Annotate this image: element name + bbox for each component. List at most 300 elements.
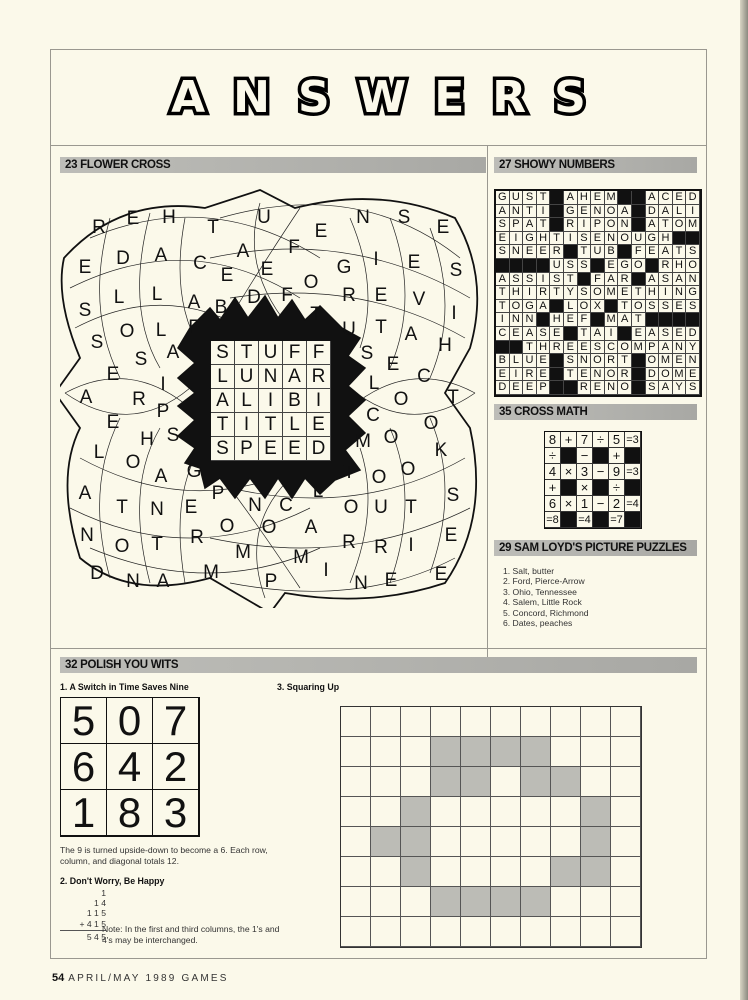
addition-problem — [60, 888, 106, 942]
grid-cell — [581, 917, 611, 947]
crossword-cell: G — [496, 191, 510, 205]
crossword-cell: R — [564, 218, 578, 232]
shaded-cell — [431, 887, 461, 917]
crossword-cell: G — [618, 259, 632, 273]
crossword-cell: E — [686, 368, 700, 382]
cross-math-heading: 35 CROSS MATH — [494, 404, 697, 420]
crossword-cell: I — [496, 313, 510, 327]
crossword-cell: T — [550, 286, 564, 300]
petal-letter: O — [400, 459, 416, 480]
center-cell: T — [259, 413, 283, 437]
crossword-cell: O — [646, 354, 660, 368]
crossword-cell: T — [618, 300, 632, 314]
crossword-cell: C — [659, 191, 673, 205]
petal-letter: O — [114, 536, 130, 557]
grid-cell — [431, 827, 461, 857]
crossword-cell: E — [591, 381, 605, 395]
center-cell: E — [307, 413, 331, 437]
crossword-cell: D — [686, 191, 700, 205]
grid-cell — [371, 917, 401, 947]
black-cell — [686, 313, 700, 327]
crossword-cell: T — [673, 245, 687, 259]
black-cell — [591, 313, 605, 327]
grid-cell — [371, 797, 401, 827]
petal-letter: L — [151, 284, 163, 305]
crossword-cell: E — [673, 300, 687, 314]
petal-letter: C — [279, 495, 293, 516]
crossword-cell: H — [646, 286, 660, 300]
petal-letter: R — [342, 532, 356, 553]
grid-cell — [461, 707, 491, 737]
center-cell: E — [283, 437, 307, 461]
title-area — [51, 50, 706, 146]
grid-cell — [521, 827, 551, 857]
column-divider — [487, 145, 488, 657]
petal-letter: A — [78, 483, 92, 504]
petal-letter: N — [356, 207, 370, 228]
crossword-cell: L — [510, 354, 524, 368]
petal-letter: D — [90, 563, 104, 584]
crossword-cell: T — [537, 191, 551, 205]
crossword-cell: I — [659, 286, 673, 300]
grid-cell — [521, 857, 551, 887]
grid-cell — [521, 707, 551, 737]
crossword-cell: L — [564, 300, 578, 314]
petal-letter: E — [126, 208, 140, 229]
grid-cell — [341, 917, 371, 947]
crossword-cell: S — [510, 273, 524, 287]
petal-letter: U — [257, 207, 271, 228]
center-cell: T — [211, 413, 235, 437]
crossword-cell: G — [686, 286, 700, 300]
crossword-cell: A — [646, 327, 660, 341]
crossword-cell: G — [646, 232, 660, 246]
center-cell: U — [259, 341, 283, 365]
petal-letter: L — [113, 287, 125, 308]
crossword-cell: E — [673, 354, 687, 368]
crossword-cell: H — [578, 191, 592, 205]
black-cell — [605, 300, 619, 314]
crossword-cell: E — [496, 368, 510, 382]
crossword-cell: A — [618, 205, 632, 219]
center-cell: A — [211, 389, 235, 413]
magic-cell: 6 — [61, 744, 107, 790]
grid-cell — [581, 707, 611, 737]
petal-letter: E — [444, 525, 458, 546]
crossword-cell: M — [673, 368, 687, 382]
math-cell: 1 — [577, 496, 593, 512]
grid-cell — [551, 797, 581, 827]
crossword-cell: R — [550, 341, 564, 355]
petal-letter: H — [162, 207, 176, 228]
crossword-cell: T — [578, 245, 592, 259]
black-cell — [618, 245, 632, 259]
shaded-cell — [401, 827, 431, 857]
math-cell: + — [609, 448, 625, 464]
grid-cell — [401, 767, 431, 797]
black-cell — [550, 300, 564, 314]
petal-letter: I — [323, 560, 329, 581]
shaded-cell — [491, 887, 521, 917]
addend-3: 1 1 5 — [86, 908, 106, 919]
sum-line — [60, 930, 106, 931]
petal-letter: E — [106, 364, 120, 385]
crossword-cell: S — [578, 259, 592, 273]
crossword-cell: D — [646, 205, 660, 219]
petal-letter: L — [155, 320, 167, 341]
petal-letter: F — [281, 285, 293, 306]
petal-letter: E — [106, 412, 120, 433]
petal-letter: E — [220, 265, 234, 286]
petal-letter: U — [374, 497, 388, 518]
black-cell — [510, 341, 524, 355]
petal-letter: O — [393, 389, 409, 410]
grid-cell — [341, 887, 371, 917]
crossword-cell: E — [605, 259, 619, 273]
black-cell — [593, 448, 609, 464]
grid-cell — [341, 857, 371, 887]
crossword-cell: I — [537, 273, 551, 287]
center-cell: I — [259, 389, 283, 413]
math-cell: =3 — [625, 432, 641, 448]
crossword-cell: F — [578, 313, 592, 327]
center-cell: F — [283, 341, 307, 365]
crossword-cell: T — [632, 313, 646, 327]
petal-letter: S — [90, 332, 104, 353]
petal-letter: S — [360, 343, 374, 364]
black-cell — [618, 327, 632, 341]
petal-letter: S — [397, 207, 411, 228]
math-cell: 2 — [609, 496, 625, 512]
petal-letter: H — [140, 429, 154, 450]
crossword-cell: E — [646, 245, 660, 259]
petal-letter: N — [354, 573, 368, 594]
crossword-cell: H — [659, 232, 673, 246]
black-cell — [646, 313, 660, 327]
crossword-cell: S — [659, 327, 673, 341]
petal-letter: O — [303, 272, 319, 293]
petal-letter: F — [188, 317, 200, 338]
petal-letter: A — [79, 387, 93, 408]
crossword-cell: S — [578, 286, 592, 300]
crossword-cell: O — [659, 368, 673, 382]
math-cell: 7 — [577, 432, 593, 448]
crossword-cell: E — [537, 245, 551, 259]
crossword-cell: N — [618, 218, 632, 232]
black-cell — [593, 512, 609, 528]
crossword-cell: S — [686, 381, 700, 395]
crossword-cell: E — [673, 191, 687, 205]
shaded-cell — [551, 767, 581, 797]
addend-4: + 4 1 5 — [79, 918, 106, 929]
black-cell — [564, 381, 578, 395]
petal-letter: T — [116, 497, 128, 518]
crossword-cell: E — [578, 341, 592, 355]
petal-letter: T — [151, 534, 163, 555]
grid-cell — [611, 707, 641, 737]
magic-cell: 4 — [107, 744, 153, 790]
petal-letter: O — [261, 517, 277, 538]
crossword-cell: M — [686, 218, 700, 232]
crossword-cell: O — [673, 218, 687, 232]
black-cell — [564, 327, 578, 341]
grid-cell — [611, 767, 641, 797]
grid-cell — [431, 797, 461, 827]
crossword-cell: A — [659, 205, 673, 219]
center-cell: A — [283, 365, 307, 389]
petal-letter: D — [247, 287, 261, 308]
showy-numbers-grid — [494, 189, 702, 397]
magic-cell: 7 — [153, 698, 199, 744]
petal-letter: M — [235, 542, 251, 563]
sum-total: 5 4 5 — [86, 931, 106, 942]
part2-title: 2. Don't Worry, Be Happy — [60, 876, 165, 886]
crossword-cell: E — [632, 327, 646, 341]
polish-heading: 32 POLISH YOU WITS — [60, 657, 697, 673]
showy-numbers-heading: 27 SHOWY NUMBERS — [494, 157, 697, 173]
crossword-cell: R — [578, 381, 592, 395]
list-item: 1. Salt, butter — [503, 566, 555, 576]
crossword-cell: T — [659, 218, 673, 232]
black-cell — [510, 259, 524, 273]
crossword-cell: E — [510, 327, 524, 341]
petal-letter: C — [366, 405, 380, 426]
math-cell: × — [561, 496, 577, 512]
crossword-cell: E — [550, 327, 564, 341]
grid-cell — [551, 737, 581, 767]
black-cell — [632, 368, 646, 382]
black-cell — [632, 218, 646, 232]
crossword-cell: A — [564, 191, 578, 205]
petal-letter: U — [342, 319, 356, 340]
grid-cell — [521, 797, 551, 827]
crossword-cell: D — [496, 381, 510, 395]
part1-title: 1. A Switch in Time Saves Nine — [60, 682, 189, 692]
crossword-cell: O — [686, 259, 700, 273]
crossword-cell: O — [605, 218, 619, 232]
petal-letter: E — [78, 257, 92, 278]
math-cell: 4 — [545, 464, 561, 480]
crossword-cell: E — [537, 354, 551, 368]
shaded-cell — [521, 767, 551, 797]
petal-letter: P — [156, 401, 170, 422]
crossword-cell: U — [523, 354, 537, 368]
crossword-cell: T — [537, 218, 551, 232]
petal-letter: D — [116, 248, 130, 269]
grid-cell — [341, 827, 371, 857]
crossword-cell: G — [564, 205, 578, 219]
crossword-cell: H — [550, 313, 564, 327]
crossword-cell: R — [550, 245, 564, 259]
crossword-cell: A — [618, 313, 632, 327]
shaded-cell — [431, 737, 461, 767]
grid-cell — [371, 737, 401, 767]
grid-cell — [611, 797, 641, 827]
crossword-cell: T — [618, 354, 632, 368]
petal-letter: S — [166, 425, 180, 446]
crossword-cell: O — [591, 354, 605, 368]
center-cell: N — [259, 365, 283, 389]
math-cell: ÷ — [593, 432, 609, 448]
crossword-cell: E — [564, 313, 578, 327]
black-cell — [632, 273, 646, 287]
crossword-cell: P — [537, 381, 551, 395]
math-cell: × — [561, 464, 577, 480]
squaring-up-grid — [340, 706, 642, 948]
grid-cell — [521, 917, 551, 947]
crossword-cell: Y — [564, 286, 578, 300]
petal-letter: L — [312, 481, 324, 502]
grid-cell — [341, 767, 371, 797]
shaded-cell — [461, 737, 491, 767]
grid-cell — [431, 857, 461, 887]
grid-cell — [581, 737, 611, 767]
crossword-cell: T — [578, 327, 592, 341]
black-cell — [659, 313, 673, 327]
shaded-cell — [401, 857, 431, 887]
grid-cell — [491, 797, 521, 827]
grid-cell — [491, 767, 521, 797]
math-cell: ÷ — [609, 480, 625, 496]
shaded-cell — [581, 857, 611, 887]
petal-letter: M — [293, 547, 309, 568]
crossword-cell: N — [686, 273, 700, 287]
center-cell: S — [211, 437, 235, 461]
black-cell — [625, 480, 641, 496]
grid-cell — [371, 887, 401, 917]
math-cell: 6 — [545, 496, 561, 512]
crossword-cell: A — [496, 273, 510, 287]
math-cell: − — [593, 496, 609, 512]
center-cell: T — [235, 341, 259, 365]
crossword-cell: S — [591, 341, 605, 355]
crossword-cell: F — [591, 273, 605, 287]
petal-letter: C — [417, 366, 431, 387]
grid-cell — [611, 887, 641, 917]
crossword-cell: S — [537, 327, 551, 341]
center-cell: D — [307, 437, 331, 461]
crossword-cell: N — [591, 205, 605, 219]
center-cell: B — [283, 389, 307, 413]
black-cell — [625, 512, 641, 528]
crossword-cell: T — [550, 232, 564, 246]
grid-cell — [611, 827, 641, 857]
crossword-cell: H — [510, 286, 524, 300]
issue-label: APRIL/MAY 1989 GAMES — [68, 973, 229, 984]
shaded-cell — [521, 737, 551, 767]
crossword-cell: S — [564, 354, 578, 368]
flower-center-grid — [210, 340, 332, 462]
part3-title: 3. Squaring Up — [277, 682, 340, 692]
petal-letter: T — [405, 497, 417, 518]
crossword-cell: B — [605, 245, 619, 259]
shaded-cell — [431, 767, 461, 797]
crossword-cell: A — [646, 273, 660, 287]
crossword-cell: E — [496, 232, 510, 246]
crossword-cell: C — [605, 341, 619, 355]
crossword-cell: U — [550, 259, 564, 273]
part1-explanation: The 9 is turned upside-down to become a 6. Each row, column, and diagonal totals 12. — [60, 845, 268, 866]
center-cell: P — [235, 437, 259, 461]
grid-cell — [401, 887, 431, 917]
crossword-cell: I — [510, 232, 524, 246]
black-cell — [550, 191, 564, 205]
petal-letter: C — [193, 253, 207, 274]
petal-letter: S — [78, 300, 92, 321]
petal-letter: E — [374, 285, 388, 306]
magic-cell: 3 — [153, 790, 199, 836]
black-cell — [564, 245, 578, 259]
petal-letter: O — [371, 467, 387, 488]
petal-letter: E — [436, 217, 450, 238]
math-cell: =7 — [609, 512, 625, 528]
crossword-cell: S — [686, 300, 700, 314]
black-cell — [646, 259, 660, 273]
crossword-cell: A — [646, 191, 660, 205]
petal-letter: E — [314, 221, 328, 242]
petal-letter: E — [434, 564, 448, 585]
crossword-cell: O — [510, 300, 524, 314]
petal-letter: P — [264, 571, 278, 592]
petal-letter: I — [373, 249, 379, 270]
shaded-cell — [521, 887, 551, 917]
black-cell — [523, 259, 537, 273]
black-cell — [632, 354, 646, 368]
petal-letter: T — [310, 304, 322, 325]
petal-letter: R — [190, 527, 204, 548]
petal-letter: R — [374, 537, 388, 558]
crossword-cell: R — [659, 259, 673, 273]
petal-letter: A — [404, 324, 418, 345]
petal-letter: K — [434, 440, 448, 461]
crossword-cell: U — [591, 245, 605, 259]
petal-letter: N — [150, 499, 164, 520]
grid-cell — [551, 827, 581, 857]
black-cell — [550, 368, 564, 382]
crossword-cell: C — [496, 327, 510, 341]
center-cell: E — [259, 437, 283, 461]
crossword-cell: H — [537, 341, 551, 355]
petal-letter: G — [186, 461, 202, 482]
petal-letter: R — [342, 285, 356, 306]
petal-letter: E — [260, 259, 274, 280]
petal-letter: R — [132, 389, 146, 410]
petal-letter: O — [125, 452, 141, 473]
shaded-cell — [401, 797, 431, 827]
petal-letter: A — [166, 342, 180, 363]
crossword-cell: U — [510, 191, 524, 205]
crossword-cell: N — [510, 245, 524, 259]
sam-loyd-answers — [503, 566, 589, 628]
black-cell — [550, 218, 564, 232]
list-item: 3. Ohio, Tennessee — [503, 586, 577, 597]
math-cell: =8 — [545, 512, 561, 528]
magic-square — [60, 697, 200, 837]
math-cell: 9 — [609, 464, 625, 480]
petal-letter: M — [203, 562, 219, 583]
page-number: 54 — [52, 972, 65, 984]
petal-letter: E — [386, 354, 400, 375]
petal-letter: T — [447, 387, 459, 408]
petal-letter: H — [438, 335, 452, 356]
center-cell: L — [235, 389, 259, 413]
petal-letter: O — [423, 413, 439, 434]
crossword-cell: T — [564, 368, 578, 382]
crossword-cell: A — [591, 327, 605, 341]
grid-cell — [401, 917, 431, 947]
crossword-cell: B — [496, 354, 510, 368]
crossword-cell: N — [578, 354, 592, 368]
